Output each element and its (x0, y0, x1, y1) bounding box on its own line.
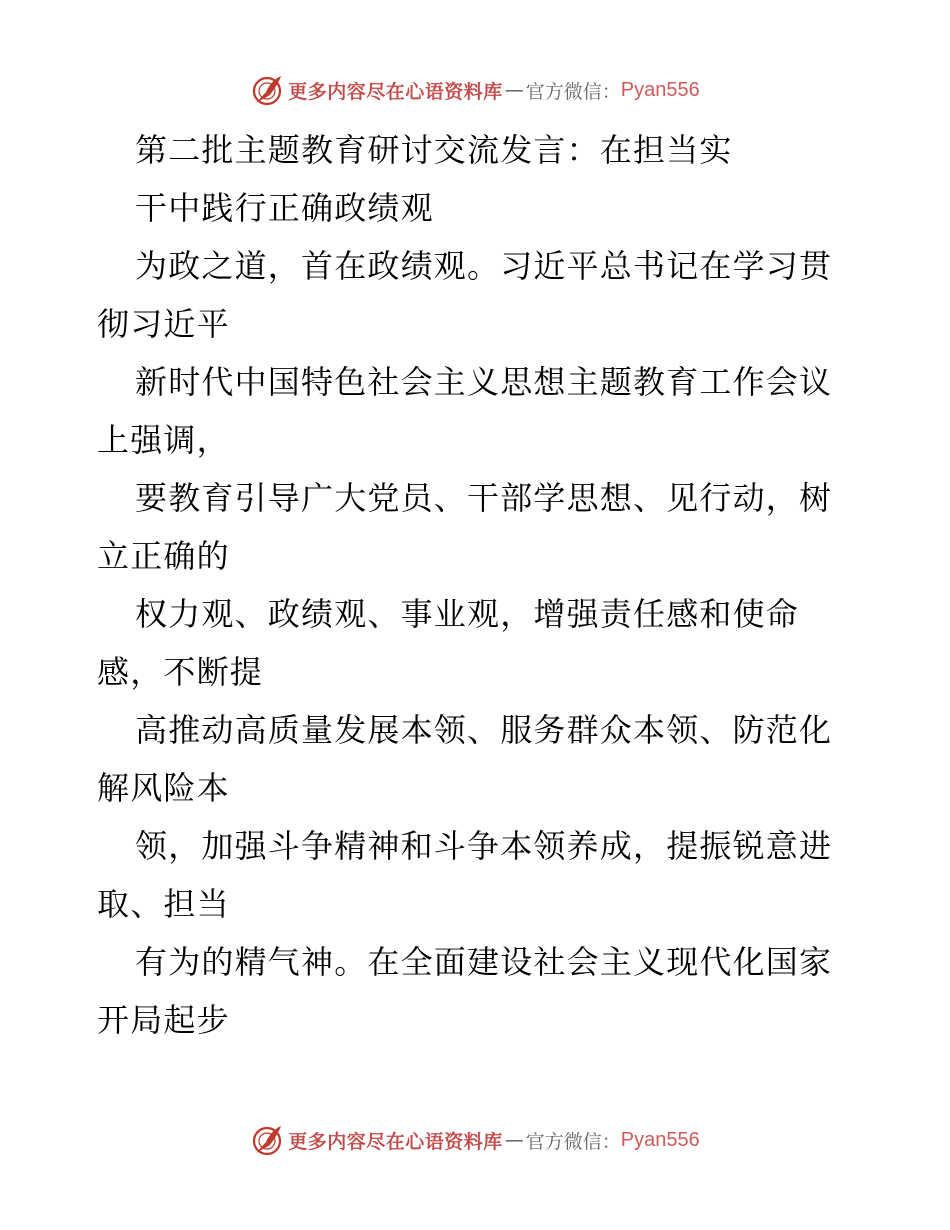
text-line: 第二批主题教育研讨交流发言：在担当实 (135, 131, 733, 169)
text-line: 取、担当 (97, 885, 230, 923)
text-line: 立正确的 (97, 537, 230, 575)
banner-separator: — (504, 1129, 524, 1151)
banner-wechat-label: 官方微信： (525, 80, 621, 103)
banner-slogan: 更多内容尽在心语资料库 (288, 1130, 503, 1153)
text-line: 彻习近平 (97, 305, 230, 343)
text-line: 解风险本 (97, 769, 230, 807)
header-banner (0, 70, 950, 110)
text-line: 领，加强斗争精神和斗争本领养成，提振锐意进 (135, 827, 833, 865)
banner-slogan: 更多内容尽在心语资料库 (288, 80, 503, 103)
text-line: 感，不断提 (97, 653, 264, 691)
text-line: 为政之道，首在政绩观。习近平总书记在学习贯 (135, 247, 833, 285)
banner-wechat-handle: Pyan556 (620, 78, 700, 101)
document-body (97, 121, 857, 1049)
text-line: 高推动高质量发展本领、服务群众本领、防范化 (135, 711, 833, 749)
banner-separator: — (504, 79, 524, 101)
text-line: 开局起步 (97, 1001, 230, 1039)
text-line: 新时代中国特色社会主义思想主题教育工作会议 (135, 363, 833, 401)
text-line: 权力观、政绩观、事业观，增强责任感和使命 (135, 595, 800, 633)
text-line: 干中践行正确政绩观 (135, 189, 434, 227)
text-line: 要教育引导广大党员、干部学思想、见行动，树 (135, 479, 833, 517)
footer-banner (0, 1120, 950, 1160)
text-line: 上强调， (97, 421, 230, 459)
banner-wechat-handle: Pyan556 (620, 1128, 700, 1151)
quill-pen-logo-icon (250, 73, 284, 107)
banner-wechat-label: 官方微信： (525, 1130, 621, 1153)
quill-pen-logo-icon (250, 1123, 284, 1157)
text-line: 有为的精气神。在全面建设社会主义现代化国家 (135, 943, 833, 981)
